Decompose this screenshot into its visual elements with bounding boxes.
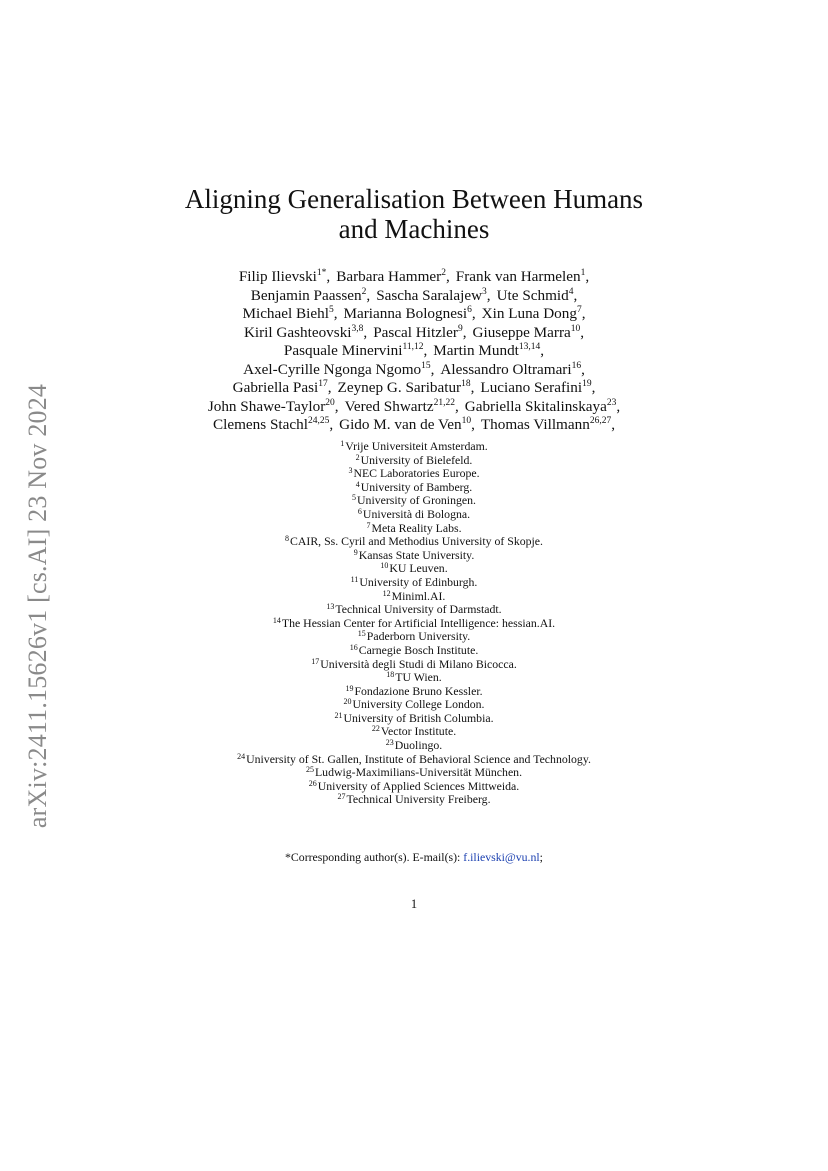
affiliation-text: Carnegie Bosch Institute. (358, 642, 479, 657)
author-separator: , (327, 379, 332, 396)
author-affiliation-marker: 4 (568, 286, 574, 297)
affiliation-number: 24 (237, 751, 246, 761)
author (338, 379, 475, 396)
affiliation-number: 4 (355, 479, 360, 489)
affiliation-number: 22 (371, 724, 380, 734)
author-affiliation-marker: 2 (441, 268, 446, 278)
affiliation-item (0, 658, 828, 672)
affiliation-text: TU Wien. (395, 670, 442, 685)
author-line (0, 287, 828, 306)
author-separator: , (366, 286, 371, 304)
author-name: Pasquale Minervini (283, 342, 403, 359)
author-separator: , (326, 268, 331, 285)
author-affiliation-marker: 3,8 (351, 323, 364, 334)
affiliation-text: Meta Reality Labs. (371, 520, 462, 535)
author-affiliation-marker: 5 (328, 305, 334, 315)
affiliation-text: Technical University Freiberg. (346, 792, 491, 807)
affiliation-number: 1 (340, 439, 345, 448)
author (473, 324, 585, 341)
affiliation-item (0, 535, 828, 549)
affiliation-number: 19 (345, 683, 354, 693)
affiliation-item (0, 630, 828, 644)
affiliation-number: 10 (380, 561, 389, 571)
affiliation-number: 6 (357, 506, 362, 516)
affiliation-list (0, 440, 828, 807)
author-name: Gabriella Pasi (232, 379, 319, 396)
author-name: Thomas Villmann (480, 416, 590, 433)
affiliation-text: NEC Laboratories Europe. (353, 466, 480, 481)
author-name: Michael Biehl (242, 305, 329, 322)
author (482, 305, 586, 322)
affiliation-item (0, 590, 828, 604)
affiliation-number: 7 (366, 520, 371, 530)
author-name: Marianna Bolognesi (343, 305, 468, 322)
corresponding-email-link[interactable]: f.ilievski@vu.nl (463, 850, 540, 864)
affiliation-item (0, 739, 828, 753)
corresponding-author-note (0, 850, 828, 865)
affiliation-number: 27 (337, 792, 346, 802)
affiliation-text: Ludwig-Maximilians-Universität München. (314, 765, 523, 780)
affiliation-text: University of Bamberg. (360, 479, 473, 494)
affiliation-item (0, 712, 828, 726)
affiliation-text: The Hessian Center for Artificial Intelligence: hessian.AI. (281, 615, 556, 630)
author-line (0, 324, 828, 343)
author-separator: , (581, 305, 586, 322)
affiliation-number: 21 (334, 710, 343, 720)
affiliation-item (0, 725, 828, 739)
author-separator: , (445, 268, 450, 285)
author-line (0, 361, 828, 380)
affiliation-item (0, 562, 828, 576)
author-name: Gido M. van de Ven (339, 416, 462, 433)
author-name: Frank van Harmelen (455, 268, 581, 285)
affiliation-number: 20 (343, 697, 352, 707)
author-name: Benjamin Paassen (250, 286, 362, 304)
author-affiliation-marker: 11,12 (402, 342, 424, 352)
author (376, 287, 490, 304)
author-separator: , (471, 416, 475, 433)
affiliation-item (0, 508, 828, 522)
author (284, 342, 427, 359)
affiliation-text: Kansas State University. (358, 547, 475, 562)
author-separator: , (430, 360, 435, 378)
author-name: Barbara Hammer (336, 268, 442, 285)
author-separator: , (462, 323, 467, 341)
affiliation-item (0, 576, 828, 590)
author-separator: , (333, 305, 338, 322)
author-separator: , (591, 379, 596, 396)
arxiv-identifier-stamp: arXiv:2411.15626v1 [cs.AI] 23 Nov 2024 (23, 383, 52, 829)
affiliation-text: KU Leuven. (389, 561, 448, 576)
author-affiliation-marker: 21,22 (433, 397, 455, 408)
author-affiliation-marker: 10 (461, 416, 472, 426)
affiliation-item (0, 603, 828, 617)
affiliation-text: Fondazione Bruno Kessler. (354, 683, 483, 698)
author (343, 305, 475, 322)
affiliation-number: 14 (272, 615, 281, 625)
affiliation-item (0, 454, 828, 468)
author-list (0, 268, 828, 435)
author-line (0, 398, 828, 417)
affiliation-item (0, 671, 828, 685)
author-name: Alessandro Oltramari (440, 360, 572, 378)
author-line (0, 379, 828, 398)
affiliation-item (0, 522, 828, 536)
author-affiliation-marker: 6 (467, 305, 472, 315)
author-affiliation-marker: 20 (325, 397, 335, 408)
affiliation-text: Vrije Universiteit Amsterdam. (345, 439, 488, 453)
affiliation-text: University of Groningen. (357, 493, 476, 508)
author-separator: , (585, 268, 590, 285)
author-separator: , (540, 342, 545, 359)
affiliation-number: 9 (353, 547, 358, 557)
author-separator: , (334, 397, 339, 415)
author-name: Ute Schmid (496, 286, 569, 304)
author-affiliation-marker: 24,25 (307, 416, 330, 426)
affiliation-item (0, 494, 828, 508)
affiliation-text: Università di Bologna. (362, 506, 471, 521)
affiliation-item (0, 780, 828, 794)
affiliation-item (0, 793, 828, 807)
paper-title-line-2: and Machines (338, 214, 490, 244)
author (497, 287, 578, 304)
author-affiliation-marker: 3 (482, 286, 487, 297)
author-name: Kiril Gashteovski (243, 323, 352, 341)
author (481, 416, 615, 433)
author-affiliation-marker: 13,14 (518, 342, 541, 352)
author-affiliation-marker: 9 (457, 323, 463, 334)
affiliation-text: University of Edinburgh. (359, 574, 478, 589)
author (239, 268, 330, 285)
affiliation-number: 23 (385, 738, 394, 748)
affiliation-number: 3 (348, 466, 353, 476)
author-separator: , (616, 397, 621, 415)
affiliation-text: University of Bielefeld. (360, 452, 473, 467)
author-affiliation-marker: 10 (570, 323, 581, 334)
author-name: John Shawe-Taylor (207, 397, 326, 415)
author-separator: , (611, 416, 615, 433)
affiliation-text: University of Applied Sciences Mittweida. (317, 778, 520, 793)
affiliation-item (0, 617, 828, 631)
paper-title-line-1: Aligning Generalisation Between Humans (184, 184, 644, 214)
author-separator: , (471, 305, 476, 322)
author-line (0, 305, 828, 324)
affiliation-item (0, 766, 828, 780)
affiliation-text: University College London. (352, 697, 485, 712)
author-separator: , (423, 342, 428, 359)
author (213, 416, 333, 433)
affiliation-number: 11 (350, 574, 359, 584)
affiliation-number: 12 (382, 588, 391, 598)
author-separator: , (329, 416, 334, 433)
corresponding-suffix: ; (539, 850, 543, 864)
author (208, 398, 339, 415)
author-affiliation-marker: 23 (606, 397, 617, 408)
author-separator: , (573, 286, 578, 304)
author-affiliation-marker: 1 (580, 268, 586, 278)
author-affiliation-marker: 1* (316, 268, 327, 278)
author-affiliation-marker: 17 (318, 379, 328, 389)
affiliation-text: Duolingo. (394, 738, 443, 753)
author-name: Zeynep G. Saribatur (337, 379, 462, 396)
author-name: Martin Mundt (433, 342, 519, 359)
author-name: Gabriella Skitalinskaya (464, 397, 607, 415)
author-separator: , (580, 323, 585, 341)
author-name: Clemens Stachl (213, 416, 308, 433)
affiliation-item (0, 549, 828, 563)
affiliation-text: Vector Institute. (380, 724, 457, 739)
author (251, 287, 370, 304)
author-affiliation-marker: 26,27 (589, 416, 612, 426)
affiliation-item (0, 467, 828, 481)
affiliation-number: 5 (352, 493, 357, 503)
affiliation-item (0, 481, 828, 495)
affiliation-number: 16 (349, 642, 358, 652)
affiliation-number: 13 (326, 602, 335, 612)
affiliation-number: 25 (305, 765, 314, 775)
affiliation-number: 8 (285, 534, 289, 544)
author-affiliation-marker: 2 (361, 286, 367, 297)
author-line (0, 268, 828, 287)
author-name: Giuseppe Marra (472, 323, 571, 341)
affiliation-item (0, 753, 828, 767)
author-name: Pascal Hitzler (373, 323, 458, 341)
author (433, 342, 544, 359)
author-affiliation-marker: 7 (576, 305, 582, 315)
author (244, 324, 367, 341)
author-separator: , (454, 397, 459, 415)
affiliation-text: Miniml.AI. (391, 588, 446, 603)
author (242, 305, 337, 322)
author (243, 361, 434, 378)
author (339, 416, 475, 433)
affiliation-item (0, 698, 828, 712)
author-separator: , (470, 379, 475, 396)
author-separator: , (363, 323, 368, 341)
author (480, 379, 595, 396)
affiliation-number: 26 (308, 778, 317, 788)
affiliation-item (0, 440, 828, 454)
affiliation-text: University of St. Gallen, Institute of Behavioral Science and Technology. (246, 751, 591, 766)
affiliation-number: 15 (357, 629, 366, 639)
author-line (0, 342, 828, 361)
affiliation-text: Technical University of Darmstadt. (335, 602, 502, 617)
page-number: 1 (410, 897, 418, 911)
author-affiliation-marker: 15 (421, 360, 431, 371)
author-affiliation-marker: 18 (461, 379, 471, 389)
paper-title (0, 184, 828, 244)
author (456, 268, 589, 285)
author-separator: , (486, 286, 491, 304)
author-separator: , (581, 360, 585, 378)
author-name: Xin Luna Dong (481, 305, 577, 322)
affiliation-text: University of British Columbia. (343, 710, 494, 725)
author-affiliation-marker: 19 (582, 379, 592, 389)
author-line (0, 416, 828, 435)
author (336, 268, 450, 285)
affiliation-text: Paderborn University. (366, 629, 471, 644)
affiliation-number: 18 (386, 670, 395, 680)
author-name: Sascha Saralajew (376, 286, 483, 304)
author-name: Filip Ilievski (238, 268, 317, 285)
affiliation-item (0, 685, 828, 699)
author-affiliation-marker: 16 (571, 360, 582, 371)
author (373, 324, 466, 341)
corresponding-author-label: *Corresponding author(s). E-mail(s): (285, 850, 464, 864)
author-name: Axel-Cyrille Ngonga Ngomo (243, 360, 422, 378)
affiliation-number: 2 (355, 452, 360, 462)
affiliation-number: 17 (311, 656, 320, 666)
affiliation-text: Università degli Studi di Milano Bicocca. (320, 656, 517, 671)
author (233, 379, 332, 396)
author-name: Luciano Serafini (480, 379, 583, 396)
author-name: Vered Shwartz (344, 397, 434, 415)
author (465, 398, 620, 415)
author (440, 361, 584, 378)
author (345, 398, 459, 415)
affiliation-text: CAIR, Ss. Cyril and Methodius University of Skopje. (290, 534, 543, 549)
affiliation-item (0, 644, 828, 658)
